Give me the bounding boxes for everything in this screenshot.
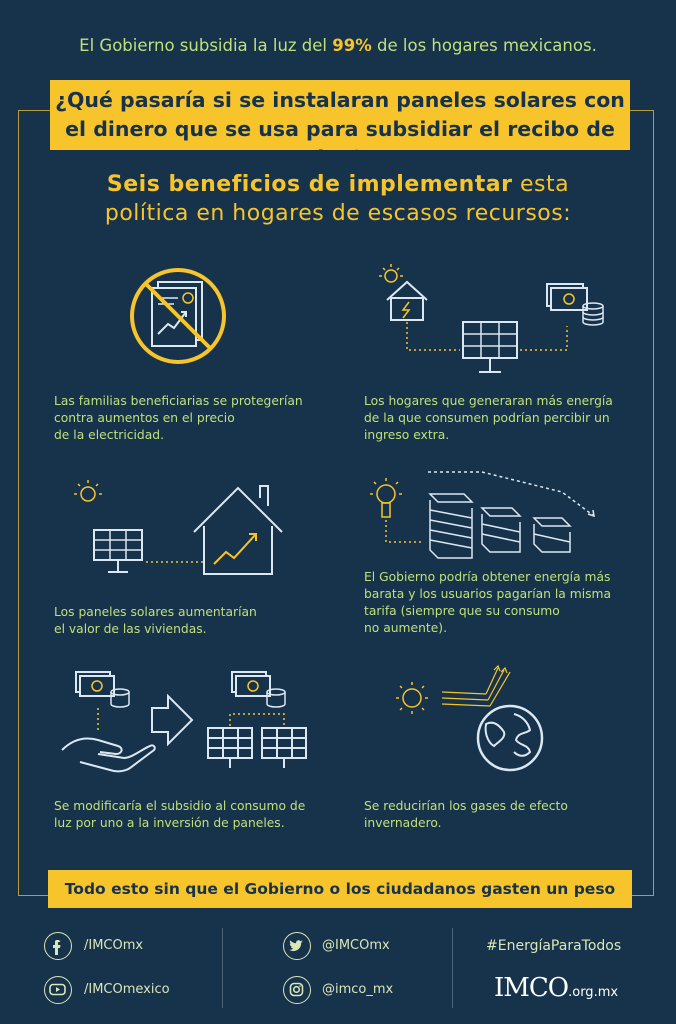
facebook-handle[interactable]: /IMCOmx <box>84 938 144 953</box>
intro-percentage: 99% <box>332 36 372 55</box>
benefit-text-6: Se reducirían los gases de efecto invernadero. <box>364 799 568 830</box>
cheaper-energy-icon <box>362 470 612 560</box>
youtube-icon[interactable] <box>44 976 72 1004</box>
facebook-icon[interactable] <box>44 932 72 960</box>
twitter-icon[interactable] <box>283 932 311 960</box>
heading-bold: Seis beneficios de implementar <box>106 172 513 197</box>
benefit-text-1: Las familias beneficiarias se protegerían contra aumentos en el precio de la electricidad. <box>54 394 303 442</box>
benefits-heading <box>30 170 646 228</box>
instagram-handle[interactable]: @imco_mx <box>322 982 394 997</box>
benefit-text-3: Los paneles solares aumentarían el valor de las viviendas. <box>54 605 257 636</box>
question-banner <box>50 80 630 170</box>
subsidy-to-panels-icon <box>58 668 308 780</box>
twitter-handle[interactable]: @IMCOmx <box>322 938 390 953</box>
benefit-text-5: Se modificaría el subsidio al consumo de luz por uno a la inversión de paneles. <box>54 799 306 830</box>
imco-logo[interactable] <box>494 970 644 1006</box>
heading-rest: esta <box>520 172 570 197</box>
benefit-text-2: Los hogares que generaran más energía de la que consumen podrían percibir un ingreso extra. <box>364 394 613 442</box>
house-value-icon <box>70 478 290 588</box>
question-line-1: ¿Qué pasaría si se instalaran paneles solares con <box>55 88 625 112</box>
intro-line <box>0 36 676 55</box>
logo-text: IMCO <box>494 973 569 1003</box>
no-bill-increase-icon <box>128 268 238 368</box>
house-solar-income-icon <box>375 262 615 382</box>
closing-banner: Todo esto sin que el Gobierno o los ciudadanos gasten un peso más. <box>48 870 632 908</box>
heading-line-2: política en hogares de escasos recursos: <box>104 201 572 226</box>
intro-text-after: de los hogares mexicanos. <box>377 36 597 55</box>
footer-divider-2 <box>452 928 453 1008</box>
question-line-2: el dinero que se usa para subsidiar el recibo de luz? <box>65 117 615 170</box>
logo-domain: .org.mx <box>568 985 619 1000</box>
benefit-text-4: El Gobierno podría obtener energía más barata y los usuarios pagarían la misma tarifa (siempre que su consumo no aumente). <box>364 570 612 635</box>
youtube-handle[interactable]: /IMCOmexico <box>84 982 170 997</box>
globe-emissions-icon <box>390 658 570 778</box>
hashtag[interactable]: #EnergíaParaTodos <box>486 938 622 954</box>
intro-text-before: El Gobierno subsidia la luz del <box>79 36 328 55</box>
instagram-icon[interactable] <box>283 976 311 1004</box>
footer-divider-1 <box>222 928 223 1008</box>
